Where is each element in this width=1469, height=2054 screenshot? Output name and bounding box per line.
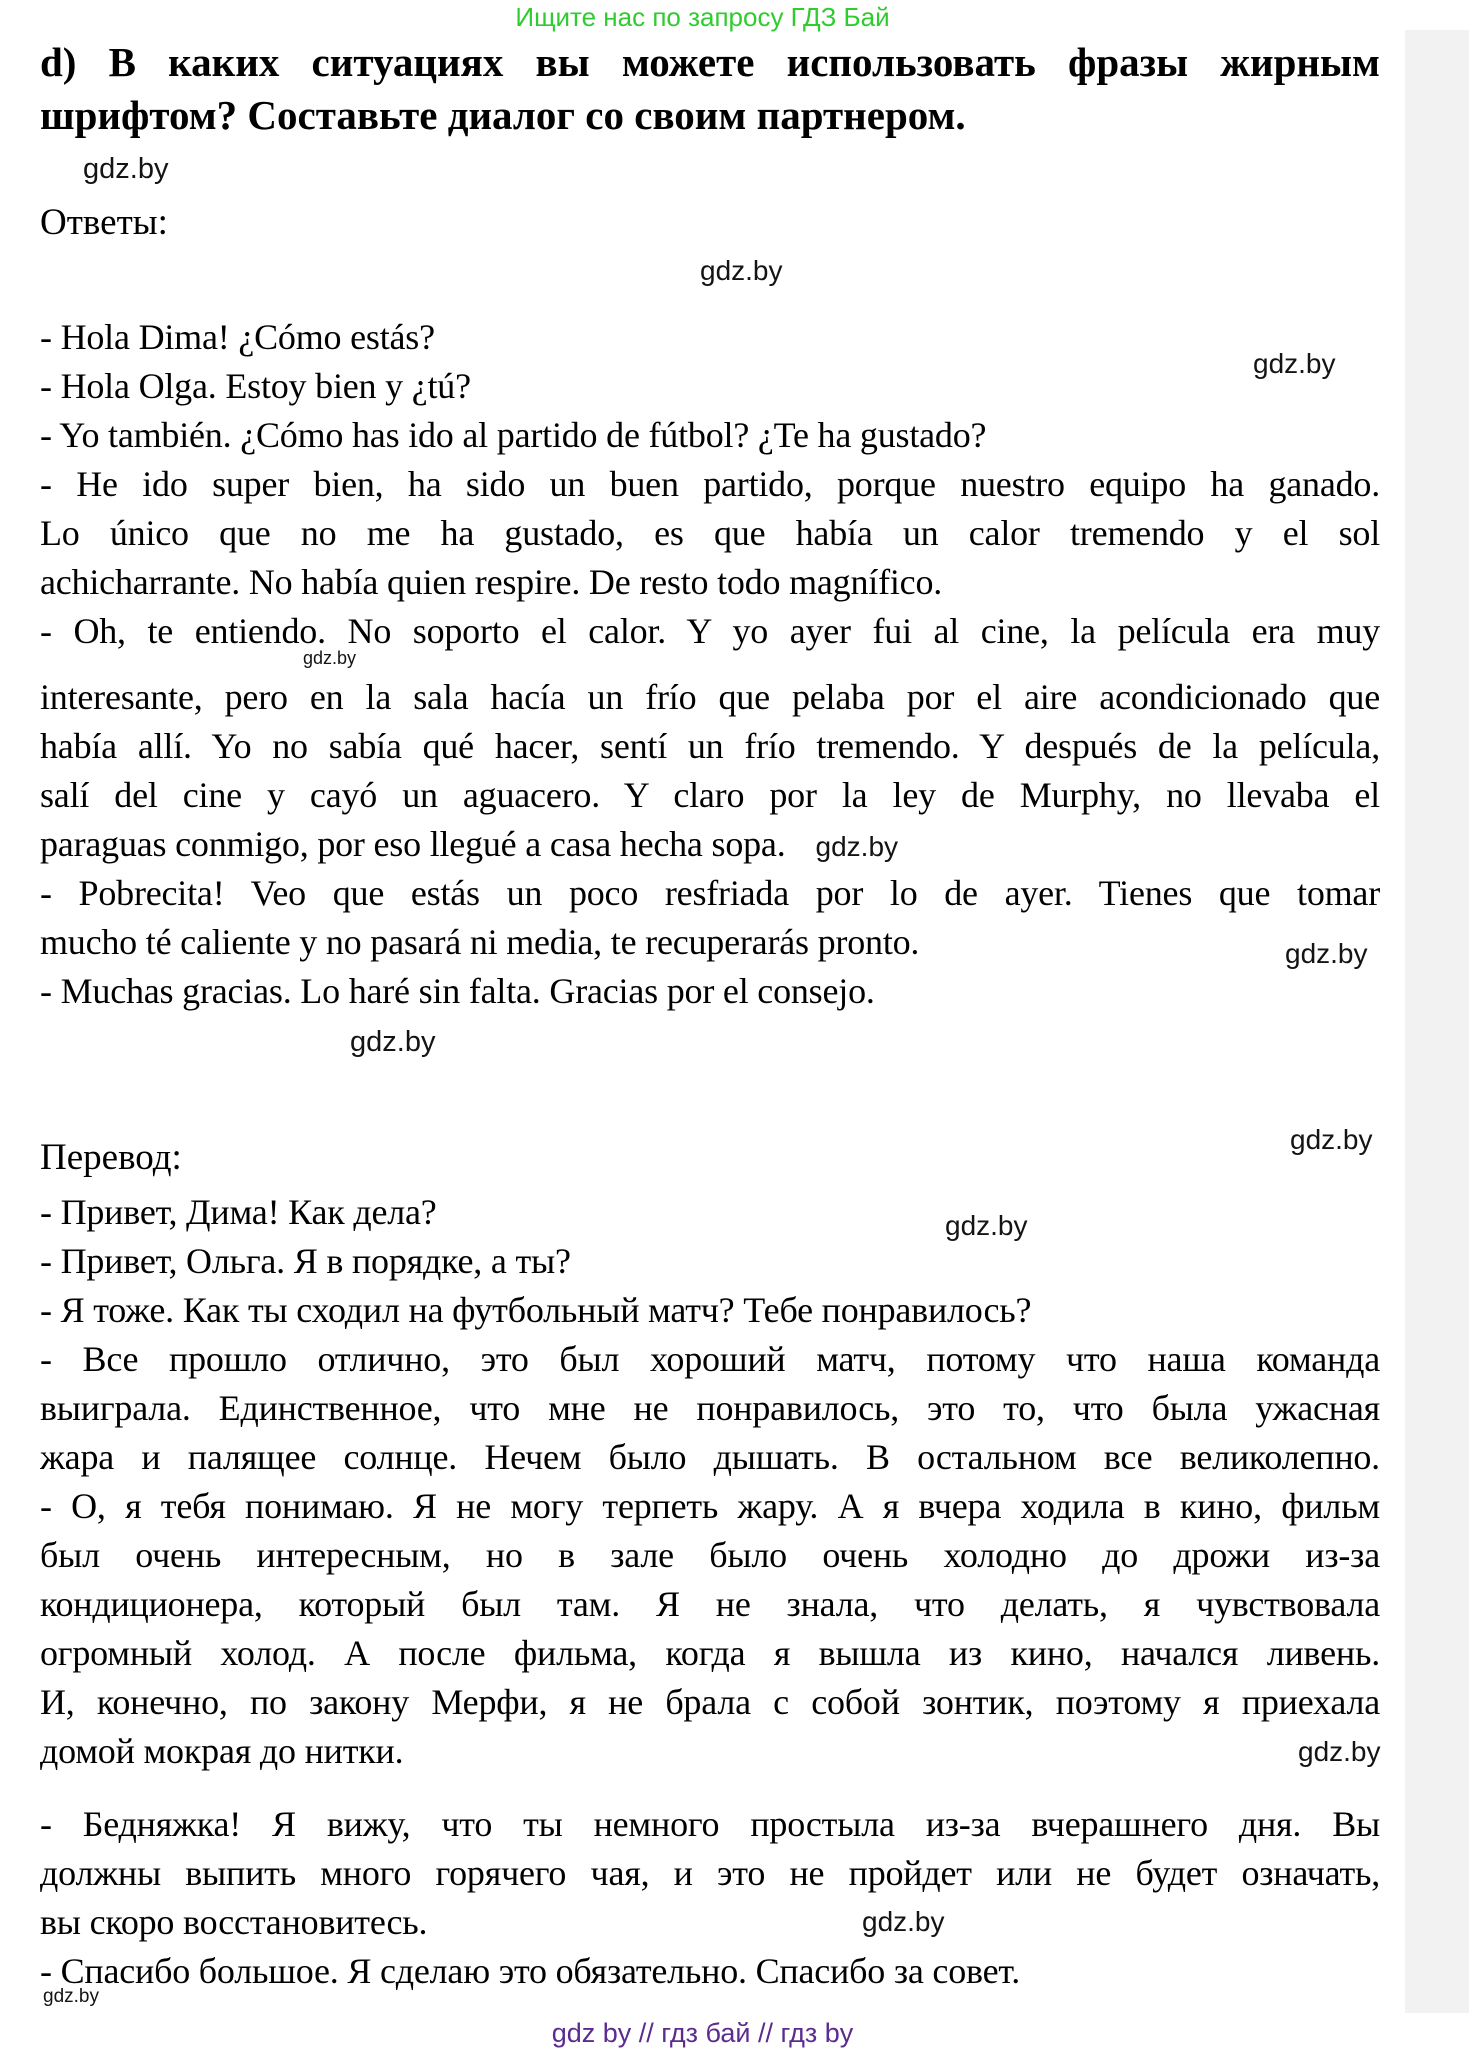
answer-line [40,820,1380,869]
line-gap [40,656,1380,673]
translation-label: Перевод: [40,1137,182,1178]
gdz-watermark: gdz.by [1290,1124,1373,1155]
gdz-watermark: gdz.by [83,153,169,185]
answer-line: - Yo también. ¿Cómo has ido al partido de fútbol? ¿Te ha gustado? [40,415,987,455]
translation-line: И, конечно, по закону Мерфи, я не брала с собой зонтик, поэтому я приехала [40,1682,1380,1722]
gdz-watermark: gdz.by [350,1026,436,1058]
translation-line: огромный холод. А после фильма, когда я вышла из кино, начался ливень. [40,1633,1380,1673]
task-heading-line: d) В каких ситуациях вы можете использовать фразы жирным [40,39,1380,85]
viewer-gutter [1405,30,1469,2013]
answer-line: - Hola Dima! ¿Cómo estás? [40,317,435,357]
gdz-watermark: gdz.by [43,1986,99,2007]
answer-line: - Oh, te entiendo. No soporto el calor. Y yo ayer fui al cine, la película era muy [40,611,1380,651]
answer-line: - Muchas gracias. Lo haré sin falta. Gracias por el consejo. [40,971,875,1011]
translation-line: - Спасибо большое. Я сделаю это обязательно. Спасибо за совет. [40,1951,1020,1991]
translation-line: кондиционера, который был там. Я не знала, что делать, я чувствовала [40,1584,1380,1624]
answer-line: - Pobrecita! Veo que estás un poco resfriada por lo de ayer. Tienes que tomar [40,873,1380,913]
translation-line: должны выпить много горячего чая, и это не пройдет или не будет означать, [40,1853,1380,1893]
site-footer: gdz by // гдз бай // гдз by [551,2018,854,2048]
gdz-watermark: gdz.by [1253,348,1336,379]
answers-label: Ответы: [40,202,168,243]
answer-line: salí del cine y cayó un aguacero. Y claro por la ley de Murphy, no llevaba el [40,775,1380,815]
gdz-watermark: gdz.by [945,1210,1028,1241]
gdz-watermark: gdz.by [862,1906,945,1937]
answer-line: - He ido super bien, ha sido un buen partido, porque nuestro equipo ha ganado. [40,464,1380,504]
translation-line: был очень интересным, но в зале было очень холодно до дрожи из-за [40,1535,1380,1575]
promo-banner: Ищите нас по запросу ГДЗ Бай [515,2,890,32]
translation-line: вы скоро восстановитесь. [40,1902,428,1942]
gdz-watermark: gdz.by [815,831,899,862]
answer-line: había allí. Yo no sabía qué hacer, sentí un frío tremendo. Y después de la película, [40,726,1380,766]
gdz-watermark: gdz.by [1285,938,1368,969]
task-heading-line: шрифтом? Составьте диалог со своим партнером. [40,92,966,138]
translation-line: - Бедняжка! Я вижу, что ты немного простыла из-за вчерашнего дня. Вы [40,1804,1380,1844]
answer-line: Lo único que no me ha gustado, es que había un calor tremendo y el sol [40,513,1380,553]
translation-line: выиграла. Единственное, что мне не понравилось, это то, что была ужасная [40,1388,1380,1428]
translation-dialogue [40,1188,1380,1996]
gdz-watermark: gdz.by [303,648,357,668]
translation-line: - О, я тебя понимаю. Я не могу терпеть жару. А я вчера ходила в кино, фильм [40,1486,1380,1526]
translation-line: - Я тоже. Как ты сходил на футбольный матч? Тебе понравилось? [40,1290,1032,1330]
answer-line: - Hola Olga. Estoy bien y ¿tú? [40,366,471,406]
answer-line-text: paraguas conmigo, por eso llegué a casa hecha sopa. [40,824,786,864]
gdz-watermark: gdz.by [1298,1736,1381,1767]
task-heading [40,36,1380,142]
gdz-watermark: gdz.by [700,255,783,286]
answer-line: interesante, pero en la sala hacía un frío que pelaba por el aire acondicionado que [40,677,1380,717]
translation-line: - Привет, Дима! Как дела? [40,1192,437,1232]
translation-line: - Все прошло отлично, это был хороший матч, потому что наша команда [40,1339,1380,1379]
answer-line: achicharrante. No había quien respire. De resto todo magnífico. [40,562,943,602]
translation-line: жара и палящее солнце. Нечем было дышать. В остальном все великолепно. [40,1437,1380,1477]
translation-line: домой мокрая до нитки. [40,1731,404,1771]
answer-line: mucho té caliente y no pasará ni media, te recuperarás pronto. [40,922,920,962]
answers-dialogue [40,313,1380,1016]
translation-line: - Привет, Ольга. Я в порядке, а ты? [40,1241,571,1281]
line-gap [40,1776,1380,1800]
